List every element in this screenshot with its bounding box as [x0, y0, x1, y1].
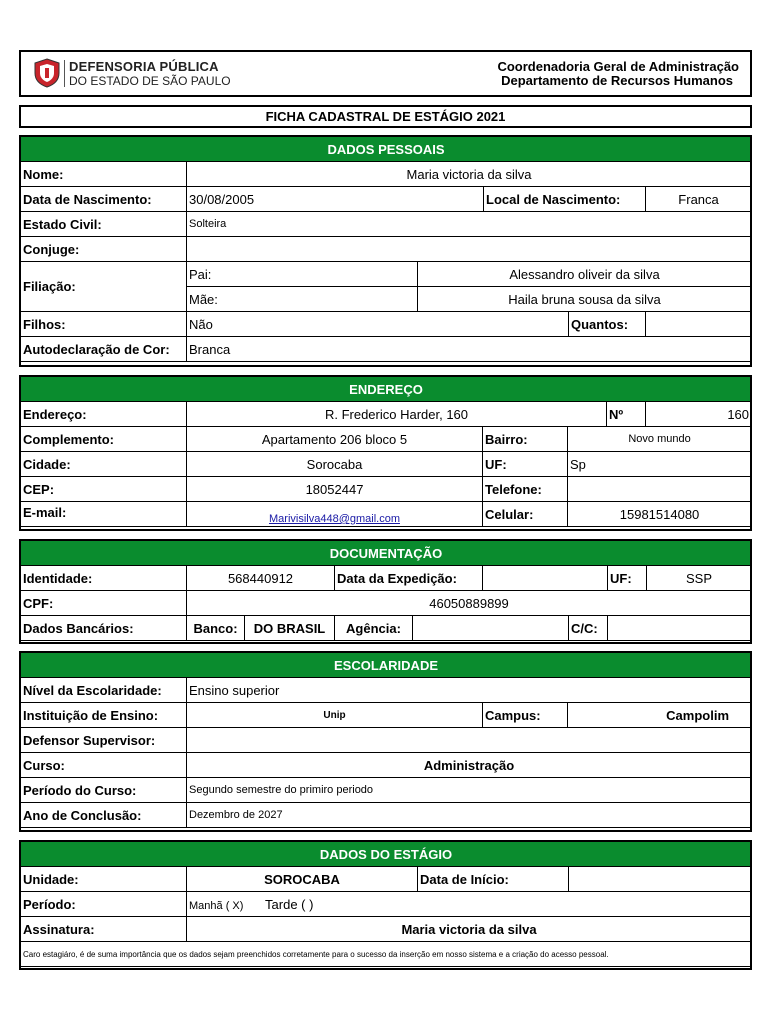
tarde-option[interactable]: Tarde ( )	[265, 896, 314, 912]
email-cell	[187, 502, 483, 527]
uf-value[interactable]: Sp	[568, 452, 752, 477]
email-link[interactable]: Marivisilva448@gmail.com	[269, 513, 400, 525]
section-endereco: ENDEREÇO	[21, 377, 752, 402]
curso-label: Curso:	[21, 753, 187, 778]
header-coord: Coordenadoria Geral de Administração	[497, 59, 739, 74]
logo-line2: DO ESTADO DE SÃO PAULO	[69, 74, 231, 88]
periodo-estagio-label: Período:	[21, 892, 187, 917]
escolaridade-table	[20, 652, 752, 828]
defensor-value[interactable]	[187, 728, 752, 753]
periodo-estagio-value	[187, 892, 752, 917]
logo	[33, 58, 233, 90]
local-nascimento-value[interactable]: Franca	[646, 187, 752, 212]
dados-pessoais-table	[20, 136, 752, 362]
cidade-value[interactable]: Sorocaba	[187, 452, 483, 477]
nascimento-label: Data de Nascimento:	[21, 187, 187, 212]
conjuge-label: Conjuge:	[21, 237, 187, 262]
periodo-curso-value[interactable]: Segundo semestre do primiro periodo	[187, 778, 752, 803]
logo-line1: DEFENSORIA PÚBLICA	[69, 59, 219, 74]
instituicao-label: Instituição de Ensino:	[21, 703, 187, 728]
header-dept: Departamento de Recursos Humanos	[501, 73, 733, 88]
filiacao-label: Filiação:	[21, 262, 187, 312]
inicio-value[interactable]	[569, 867, 752, 892]
local-nascimento-label: Local de Nascimento:	[484, 187, 646, 212]
quantos-label: Quantos:	[569, 312, 646, 337]
unidade-value[interactable]: SOROCABA	[187, 867, 418, 892]
uf-label: UF:	[483, 452, 568, 477]
quantos-value[interactable]	[646, 312, 752, 337]
ano-conclusao-value[interactable]: Dezembro de 2027	[187, 803, 752, 828]
campus-label: Campus:	[483, 703, 568, 728]
section-escolaridade: ESCOLARIDADE	[21, 653, 752, 678]
email-label: E-mail:	[21, 502, 187, 527]
filhos-value[interactable]: Não	[187, 312, 569, 337]
cep-value[interactable]: 18052447	[187, 477, 483, 502]
coat-of-arms-icon	[33, 58, 61, 88]
section-documentacao: DOCUMENTAÇÃO	[21, 541, 752, 566]
logo-divider	[64, 60, 65, 87]
estado-civil-label: Estado Civil:	[21, 212, 187, 237]
cor-value[interactable]: Branca	[187, 337, 752, 362]
complemento-value[interactable]: Apartamento 206 bloco 5	[187, 427, 483, 452]
nivel-label: Nível da Escolaridade:	[21, 678, 187, 703]
celular-label: Celular:	[483, 502, 568, 527]
form-title: FICHA CADASTRAL DE ESTÁGIO 2021	[19, 105, 752, 128]
ano-conclusao-label: Ano de Conclusão:	[21, 803, 187, 828]
assinatura-label: Assinatura:	[21, 917, 187, 942]
filhos-label: Filhos:	[21, 312, 187, 337]
cpf-label: CPF:	[21, 591, 187, 616]
endereco-label: Endereço:	[21, 402, 187, 427]
estagio-table	[20, 841, 752, 967]
campus-value[interactable]: Campolim	[568, 703, 752, 728]
nome-value[interactable]: Maria victoria da silva	[187, 162, 752, 187]
telefone-value[interactable]	[568, 477, 752, 502]
conjuge-value[interactable]	[187, 237, 752, 262]
nascimento-value[interactable]: 30/08/2005	[187, 187, 484, 212]
identidade-label: Identidade:	[21, 566, 187, 591]
bairro-value[interactable]: Novo mundo	[568, 427, 752, 452]
assinatura-value[interactable]: Maria victoria da silva	[187, 917, 752, 942]
manha-option[interactable]: Manhã ( X)	[189, 899, 244, 912]
mae-label: Mãe:	[187, 287, 418, 312]
estado-civil-value[interactable]: Solteira	[187, 212, 752, 237]
nota-rodape: Caro estagiáro, é de suma importância que os dados sejam preenchidos corretamente para o sucesso da inserção em nosso sistema e a criação do acesso pessoal.	[21, 942, 752, 967]
expedicao-label: Data da Expedição:	[335, 566, 483, 591]
section-estagio: DADOS DO ESTÁGIO	[21, 842, 752, 867]
celular-value[interactable]: 15981514080	[568, 502, 752, 527]
bairro-label: Bairro:	[483, 427, 568, 452]
cc-value[interactable]	[608, 616, 752, 641]
cpf-value[interactable]: 46050889899	[187, 591, 752, 616]
nome-label: Nome:	[21, 162, 187, 187]
periodo-curso-label: Período do Curso:	[21, 778, 187, 803]
banco-value[interactable]: DO BRASIL	[245, 616, 335, 641]
inicio-label: Data de Início:	[418, 867, 569, 892]
agencia-value[interactable]	[413, 616, 569, 641]
endereco-table	[20, 376, 752, 527]
curso-value[interactable]: Administração	[187, 753, 752, 778]
complemento-label: Complemento:	[21, 427, 187, 452]
defensor-label: Defensor Supervisor:	[21, 728, 187, 753]
doc-uf-value[interactable]: SSP	[647, 566, 752, 591]
agencia-label: Agência:	[335, 616, 413, 641]
dados-bancarios-label: Dados Bancários:	[21, 616, 187, 641]
expedicao-value[interactable]	[483, 566, 608, 591]
unidade-label: Unidade:	[21, 867, 187, 892]
cep-label: CEP:	[21, 477, 187, 502]
documentacao-table	[20, 540, 752, 641]
instituicao-value[interactable]: Unip	[187, 703, 483, 728]
endereco-value[interactable]: R. Frederico Harder, 160	[187, 402, 607, 427]
telefone-label: Telefone:	[483, 477, 568, 502]
pai-label: Pai:	[187, 262, 418, 287]
cor-label: Autodeclaração de Cor:	[21, 337, 187, 362]
cc-label: C/C:	[569, 616, 608, 641]
cidade-label: Cidade:	[21, 452, 187, 477]
banco-label: Banco:	[187, 616, 245, 641]
section-dados-pessoais: DADOS PESSOAIS	[21, 137, 752, 162]
numero-label: Nº	[607, 402, 646, 427]
pai-value[interactable]: Alessandro oliveir da silva	[418, 262, 752, 287]
numero-value[interactable]: 160	[646, 402, 752, 427]
nivel-value[interactable]: Ensino superior	[187, 678, 752, 703]
doc-uf-label: UF:	[608, 566, 647, 591]
identidade-value[interactable]: 568440912	[187, 566, 335, 591]
mae-value[interactable]: Haila bruna sousa da silva	[418, 287, 752, 312]
